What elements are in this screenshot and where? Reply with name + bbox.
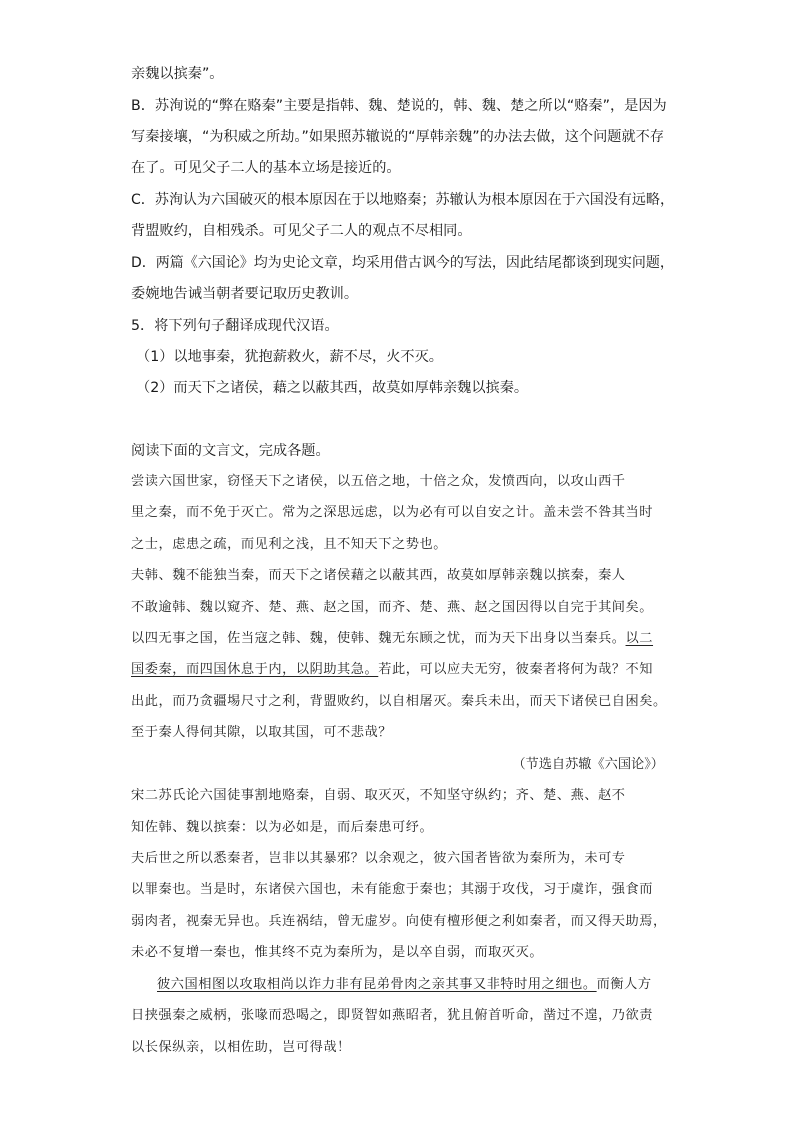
passage2-line-4: 以罪秦也。当是时，东诸侯六国也，未有能愈于秦也；其溺于攻伐，习于虞诈，强食而 <box>131 882 654 897</box>
underlined-sentence-1-end: 国委秦，而四国休息于内，以阴助其急。 <box>131 662 379 677</box>
passage2-line-1: 宋二苏氏论六国徒事割地赂秦，自弱、取灭灭，不知坚守纵约；齐、楚、燕、赵不 <box>131 788 626 803</box>
passage2-line-3: 夫后世之所以悉秦者，岂非以其暴邪？以余观之，彼六国者皆欲为秦所为，未可专 <box>131 851 626 866</box>
reading-prompt: 阅读下面的文言文，完成各题。 <box>131 443 330 459</box>
passage2-line-2: 知佐韩、魏以摈秦：以为必如是，而后秦患可纾。 <box>131 820 434 835</box>
option-c-line-1: C．苏洵认为六国破灭的根本原因在于以地赂秦；苏辙认为根本原因在于六国没有远略， <box>131 192 675 208</box>
passage1-line-4: 夫韩、魏不能独当秦，而天下之诸侯藉之以蔽其西，故莫如厚韩亲魏以摈秦，秦人 <box>131 568 626 583</box>
passage1-line-7-rest: 若此，可以应夫无穷，彼秦者将何为哉？不知 <box>378 662 654 677</box>
passage2-line-6: 未必不复增一秦也，惟其终不克为秦所为，是以卒自弱，而取灭灭。 <box>131 945 544 960</box>
passage2-line-5: 弱肉者，视秦无异也。兵连祸结，曾无虚岁。向使有檀形便之利如秦者，而又得天助焉， <box>131 914 667 929</box>
passage2-line-9: 以长保纵亲，以相佐助，岂可得哉！ <box>131 1040 351 1055</box>
passage1-line-5: 不敢逾韩、魏以窥齐、楚、燕、赵之国，而齐、楚、燕、赵之国因得以自完于其间矣。 <box>131 600 654 615</box>
underlined-sentence-2: 彼六国相图以攻取相尚以诈力非有昆弟骨肉之亲其事又非特时用之细也。 <box>157 977 597 992</box>
option-b-line-3: 在了。可见父子二人的基本立场是接近的。 <box>131 160 401 176</box>
passage1-source: （节选自苏辙《六国论》） <box>512 757 664 772</box>
question-5-item-2: （2）而天下之诸侯，藉之以蔽其西，故莫如厚韩亲魏以摈秦。 <box>136 380 529 396</box>
passage1-line-7 <box>131 660 653 680</box>
question-5-item-1: （1）以地事秦，犹抱薪救火，薪不尽，火不灭。 <box>136 349 443 365</box>
underlined-sentence-1-start: 以二 <box>625 631 654 646</box>
option-d-line-2: 委婉地告诫当朝者要记取历史教训。 <box>131 286 359 302</box>
passage1-line-8: 出此，而乃贪疆埸尺寸之利，背盟败约，以自相屠灭。秦兵未出，而天下诸侯已自困矣。 <box>131 694 667 709</box>
passage2-line-7-rest: 而衡人方 <box>596 977 652 992</box>
passage1-line-1: 尝读六国世家，窃怪天下之诸侯，以五倍之地，十倍之众，发愤西向，以攻山西千 <box>131 474 626 489</box>
passage1-line-6-text: 以四无事之国，佐当寇之韩、魏，使韩、魏无东顾之忧，而为天下出身以当秦兵。 <box>131 631 626 646</box>
option-d-line-1: D．两篇《六国论》均为史论文章，均采用借古讽今的写法，因此结尾都谈到现实问题， <box>131 255 674 271</box>
option-b-line-1: B．苏洵说的“弊在赂秦”主要是指韩、魏、楚说的，韩、魏、楚之所以“赂秦”，是因为 <box>131 98 667 114</box>
passage2-line-7 <box>131 975 652 995</box>
passage1-line-6 <box>131 629 653 649</box>
question-5-stem: 5．将下列句子翻译成现代汉语。 <box>131 318 339 334</box>
option-a-tail: 亲魏以摈秦”。 <box>131 66 224 82</box>
passage2-line-8: 日挟强秦之威柄，张喙而恐喝之，即贤智如燕昭者，犹且俯首听命，凿过不遑，乃欲责 <box>131 1008 654 1023</box>
option-b-line-2: 写秦接壤，“为积威之所劫。”如果照苏辙说的“厚韩亲魏”的办法去做，这个问题就不存 <box>131 129 665 145</box>
option-c-line-2: 背盟败约，自相残杀。可见父子二人的观点不尽相同。 <box>131 223 472 239</box>
passage1-line-2: 里之秦，而不免于灭亡。常为之深思远虑，以为必有可以自安之计。盖未尝不咎其当时 <box>131 505 654 520</box>
passage1-line-3: 之士，虑患之疏，而见利之浅，且不知天下之势也。 <box>131 537 447 552</box>
passage1-line-9: 至于秦人得伺其隙，以取其国，可不悲哉？ <box>131 725 393 740</box>
